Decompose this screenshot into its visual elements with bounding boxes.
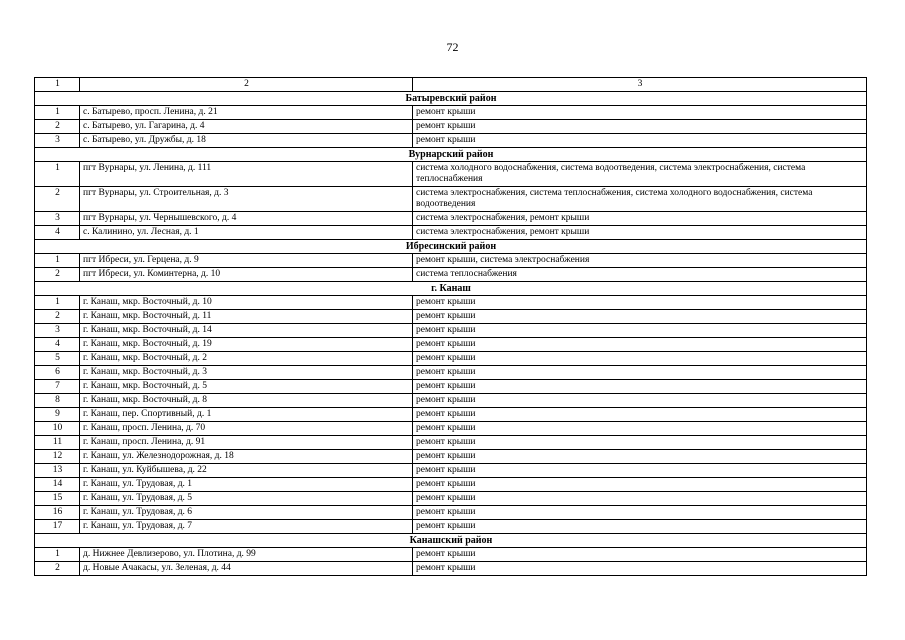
table-row bbox=[35, 422, 867, 436]
row-number: 3 bbox=[35, 324, 80, 338]
row-number: 12 bbox=[35, 450, 80, 464]
row-number: 17 bbox=[35, 520, 80, 534]
works-table bbox=[34, 77, 867, 576]
row-work: ремонт крыши bbox=[413, 380, 867, 394]
section-title: Батыревский район bbox=[35, 92, 867, 106]
table-row bbox=[35, 212, 867, 226]
table-row bbox=[35, 120, 867, 134]
section-title: Вурнарский район bbox=[35, 148, 867, 162]
row-address: г. Канаш, мкр. Восточный, д. 5 bbox=[80, 380, 413, 394]
column-header-address: 2 bbox=[80, 78, 413, 92]
row-number: 13 bbox=[35, 464, 80, 478]
row-work: ремонт крыши bbox=[413, 506, 867, 520]
row-address: д. Нижнее Девлизерово, ул. Плотина, д. 99 bbox=[80, 548, 413, 562]
table-row bbox=[35, 352, 867, 366]
row-address: пгт Ибреси, ул. Коминтерна, д. 10 bbox=[80, 268, 413, 282]
table-row bbox=[35, 492, 867, 506]
row-number: 6 bbox=[35, 366, 80, 380]
table-row bbox=[35, 520, 867, 534]
table-row bbox=[35, 394, 867, 408]
row-address: пгт Вурнары, ул. Строительная, д. 3 bbox=[80, 187, 413, 212]
row-number: 2 bbox=[35, 268, 80, 282]
table-row bbox=[35, 408, 867, 422]
table-row bbox=[35, 464, 867, 478]
row-address: г. Канаш, ул. Трудовая, д. 1 bbox=[80, 478, 413, 492]
row-address: г. Канаш, мкр. Восточный, д. 11 bbox=[80, 310, 413, 324]
row-address: г. Канаш, мкр. Восточный, д. 10 bbox=[80, 296, 413, 310]
row-address: г. Канаш, мкр. Восточный, д. 8 bbox=[80, 394, 413, 408]
row-address: с. Батырево, ул. Дружбы, д. 18 bbox=[80, 134, 413, 148]
row-address: г. Канаш, мкр. Восточный, д. 19 bbox=[80, 338, 413, 352]
row-address: пгт Ибреси, ул. Герцена, д. 9 bbox=[80, 254, 413, 268]
column-header-work: 3 bbox=[413, 78, 867, 92]
row-address: с. Калинино, ул. Лесная, д. 1 bbox=[80, 226, 413, 240]
column-header-number: 1 bbox=[35, 78, 80, 92]
row-work: ремонт крыши bbox=[413, 436, 867, 450]
row-number: 9 bbox=[35, 408, 80, 422]
table-row bbox=[35, 380, 867, 394]
section-header-row bbox=[35, 148, 867, 162]
row-address: с. Батырево, просп. Ленина, д. 21 bbox=[80, 106, 413, 120]
table-row bbox=[35, 268, 867, 282]
row-address: д. Новые Ачакасы, ул. Зеленая, д. 44 bbox=[80, 562, 413, 576]
row-number: 2 bbox=[35, 310, 80, 324]
row-address: г. Канаш, мкр. Восточный, д. 3 bbox=[80, 366, 413, 380]
row-number: 8 bbox=[35, 394, 80, 408]
row-number: 11 bbox=[35, 436, 80, 450]
row-address: с. Батырево, ул. Гагарина, д. 4 bbox=[80, 120, 413, 134]
row-address: г. Канаш, мкр. Восточный, д. 14 bbox=[80, 324, 413, 338]
row-address: пгт Вурнары, ул. Чернышевского, д. 4 bbox=[80, 212, 413, 226]
row-address: г. Канаш, ул. Железнодорожная, д. 18 bbox=[80, 450, 413, 464]
row-address: г. Канаш, мкр. Восточный, д. 2 bbox=[80, 352, 413, 366]
row-number: 16 bbox=[35, 506, 80, 520]
table-row bbox=[35, 436, 867, 450]
table-row bbox=[35, 134, 867, 148]
row-number: 1 bbox=[35, 254, 80, 268]
section-header-row bbox=[35, 534, 867, 548]
row-address: г. Канаш, ул. Трудовая, д. 6 bbox=[80, 506, 413, 520]
row-work: ремонт крыши bbox=[413, 366, 867, 380]
row-work: ремонт крыши bbox=[413, 548, 867, 562]
row-number: 5 bbox=[35, 352, 80, 366]
table-row bbox=[35, 296, 867, 310]
row-work: ремонт крыши bbox=[413, 562, 867, 576]
row-work: ремонт крыши bbox=[413, 450, 867, 464]
row-work: ремонт крыши bbox=[413, 310, 867, 324]
row-number: 10 bbox=[35, 422, 80, 436]
row-number: 1 bbox=[35, 296, 80, 310]
section-title: Ибресинский район bbox=[35, 240, 867, 254]
row-work: ремонт крыши bbox=[413, 106, 867, 120]
row-address: г. Канаш, ул. Трудовая, д. 5 bbox=[80, 492, 413, 506]
row-number: 3 bbox=[35, 212, 80, 226]
row-work: ремонт крыши bbox=[413, 296, 867, 310]
row-address: пгт Вурнары, ул. Ленина, д. 111 bbox=[80, 162, 413, 187]
table-row bbox=[35, 324, 867, 338]
row-work: система холодного водоснабжения, система водоотведения, система электроснабжения, система теплоснабжения bbox=[413, 162, 867, 187]
row-work: ремонт крыши bbox=[413, 394, 867, 408]
table-row bbox=[35, 338, 867, 352]
row-number: 1 bbox=[35, 162, 80, 187]
table-row bbox=[35, 562, 867, 576]
row-number: 3 bbox=[35, 134, 80, 148]
table-row bbox=[35, 254, 867, 268]
section-title: г. Канаш bbox=[35, 282, 867, 296]
works-table-body bbox=[35, 78, 867, 576]
table-row bbox=[35, 450, 867, 464]
table-row bbox=[35, 226, 867, 240]
row-work: ремонт крыши bbox=[413, 134, 867, 148]
row-work: ремонт крыши bbox=[413, 120, 867, 134]
table-row bbox=[35, 366, 867, 380]
row-number: 1 bbox=[35, 548, 80, 562]
row-address: г. Канаш, просп. Ленина, д. 70 bbox=[80, 422, 413, 436]
row-work: система электроснабжения, система теплоснабжения, система холодного водоснабжения, система водоотведения bbox=[413, 187, 867, 212]
table-row bbox=[35, 548, 867, 562]
row-number: 1 bbox=[35, 106, 80, 120]
row-address: г. Канаш, просп. Ленина, д. 91 bbox=[80, 436, 413, 450]
row-number: 14 bbox=[35, 478, 80, 492]
row-number: 2 bbox=[35, 187, 80, 212]
row-work: ремонт крыши bbox=[413, 492, 867, 506]
row-number: 2 bbox=[35, 120, 80, 134]
column-header-row bbox=[35, 78, 867, 92]
row-work: ремонт крыши bbox=[413, 464, 867, 478]
row-number: 7 bbox=[35, 380, 80, 394]
section-title: Канашский район bbox=[35, 534, 867, 548]
table-row bbox=[35, 187, 867, 212]
section-header-row bbox=[35, 240, 867, 254]
table-row bbox=[35, 506, 867, 520]
row-address: г. Канаш, ул. Куйбышева, д. 22 bbox=[80, 464, 413, 478]
row-work: ремонт крыши bbox=[413, 408, 867, 422]
row-work: ремонт крыши bbox=[413, 324, 867, 338]
row-work: система электроснабжения, ремонт крыши bbox=[413, 212, 867, 226]
row-address: г. Канаш, пер. Спортивный, д. 1 bbox=[80, 408, 413, 422]
row-work: система электроснабжения, ремонт крыши bbox=[413, 226, 867, 240]
table-row bbox=[35, 106, 867, 120]
row-number: 4 bbox=[35, 226, 80, 240]
row-address: г. Канаш, ул. Трудовая, д. 7 bbox=[80, 520, 413, 534]
row-work: система теплоснабжения bbox=[413, 268, 867, 282]
row-work: ремонт крыши bbox=[413, 422, 867, 436]
row-number: 15 bbox=[35, 492, 80, 506]
row-number: 4 bbox=[35, 338, 80, 352]
section-header-row bbox=[35, 92, 867, 106]
row-work: ремонт крыши bbox=[413, 520, 867, 534]
row-work: ремонт крыши, система электроснабжения bbox=[413, 254, 867, 268]
row-work: ремонт крыши bbox=[413, 352, 867, 366]
table-row bbox=[35, 310, 867, 324]
table-row bbox=[35, 162, 867, 187]
row-work: ремонт крыши bbox=[413, 478, 867, 492]
page-number: 72 bbox=[446, 40, 459, 54]
table-row bbox=[35, 478, 867, 492]
section-header-row bbox=[35, 282, 867, 296]
row-number: 2 bbox=[35, 562, 80, 576]
row-work: ремонт крыши bbox=[413, 338, 867, 352]
